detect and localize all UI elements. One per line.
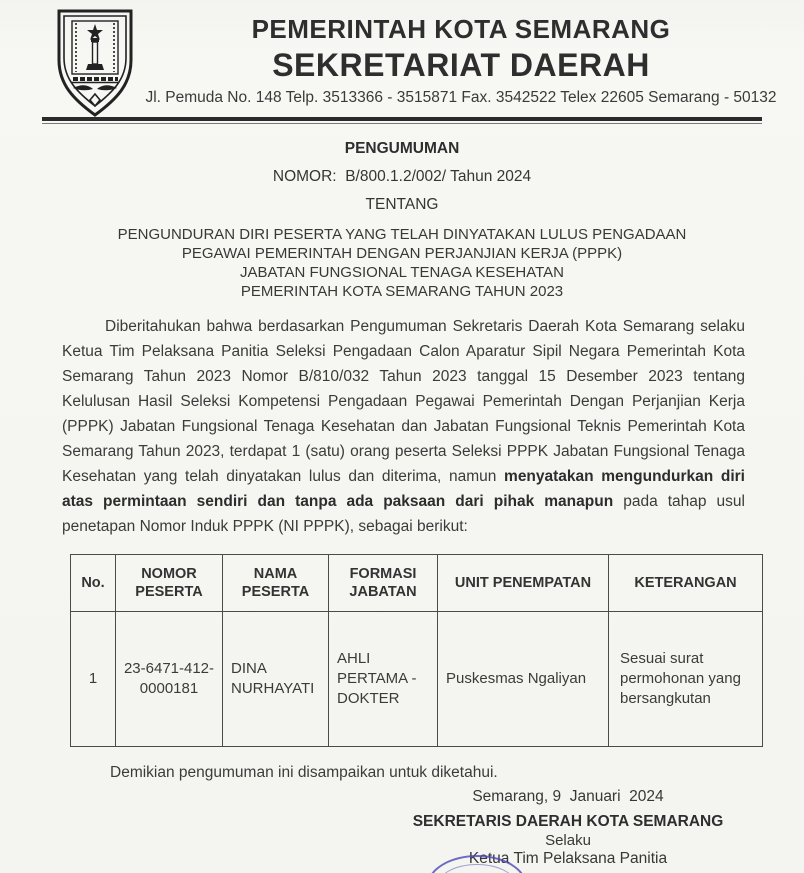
letterhead-text: [138, 14, 784, 107]
table-header-row: [71, 555, 763, 612]
paragraph-part-2: pada tahap usul penetapan Nomor Induk PPPK (NI PPPK), sebagai berikut:: [62, 493, 745, 535]
header-nama-peserta: NAMA PESERTA: [223, 555, 329, 612]
doc-type: PENGUMUMAN: [344, 140, 460, 157]
org-name: PEMERINTAH KOTA SEMARANG: [251, 14, 671, 44]
cell-nomor-peserta: 23-6471-412-0000181: [116, 612, 223, 747]
cell-formasi-jabatan: AHLI PERTAMA - DOKTER: [329, 612, 438, 747]
header-rule-thick: [42, 117, 762, 121]
signer-role: Ketua Tim Pelaksana Panitia: [468, 850, 668, 867]
signature-block: [402, 788, 734, 868]
signer-as: Selaku: [545, 832, 591, 849]
doc-subject-line-1: PENGUNDURAN DIRI PESERTA YANG TELAH DINYATAKAN LULUS PENGADAAN: [117, 226, 687, 243]
header-keterangan: KETERANGAN: [609, 555, 763, 612]
doc-subject-line-2: PEGAWAI PEMERINTAH DENGAN PERJANJIAN KERJA (PPPK): [181, 245, 623, 262]
resignation-table: [70, 554, 763, 747]
header-unit-penempatan: UNIT PENEMPATAN: [438, 555, 609, 612]
doc-number: NOMOR: B/800.1.2/002/ Tahun 2024: [272, 168, 532, 185]
paragraph-part-1: Diberitahukan bahwa berdasarkan Pengumuman Sekretaris Daerah Kota Semarang selaku Ketua Tim Pelaksana Panitia Seleksi Pengadaan Calon Aparatur Sipil Negara Pemerintah Kota Semarang Tahun 2023 Nomor B/810/032 Tahun 2023 tanggal 15 Desember 2023 tentang Kelulusan Hasil Seleksi Kompetensi Pengadaan Pegawai Pemerintah Dengan Perjanjian Kerja (PPPK) Jabatan Fungsional Tenaga Kesehatan dan Jabatan Fungsional Teknis Pemerintah Kota Semarang Tahun 2023, terdapat 1 (satu) orang peserta Seleksi PPPK Jabatan Fungsional Tenaga Kesehatan yang telah dinyatakan lulus dan diterima, namun: [62, 318, 745, 485]
letterhead: [0, 0, 804, 124]
dept-name: SEKRETARIAT DAERAH: [272, 47, 650, 83]
cell-nama-peserta: DINA NURHAYATI: [223, 612, 329, 747]
title-block: [0, 140, 804, 301]
place-date: Semarang, 9 Januari 2024: [472, 788, 664, 805]
paragraph-bold-statement: menyatakan mengundurkan diri atas permintaan sendiri dan tanpa ada paksaan dari pihak manapun: [62, 468, 745, 510]
cell-keterangan: Sesuai surat permohonan yang bersangkutan: [609, 612, 763, 747]
header-formasi-jabatan: FORMASI JABATAN: [329, 555, 438, 612]
semarang-city-emblem-logo: [53, 8, 137, 118]
header-nomor-peserta: NOMOR PESERTA: [116, 555, 223, 612]
header-rule-thin: [42, 123, 762, 124]
cell-unit-penempatan: Puskesmas Ngaliyan: [438, 612, 609, 747]
official-stamp-inner-ring: [437, 864, 517, 873]
body-paragraph: [62, 314, 745, 539]
doc-subject: [0, 225, 804, 301]
doc-subject-line-3: JABATAN FUNGSIONAL TENAGA KESEHATAN: [240, 264, 564, 281]
table-row: [71, 612, 763, 747]
closing-line: Demikian pengumuman ini disampaikan untuk diketahui.: [110, 764, 498, 781]
header-rule: [42, 117, 762, 124]
cell-no: 1: [71, 612, 116, 747]
header-no: No.: [71, 555, 116, 612]
doc-subject-line-4: PEMERINTAH KOTA SEMARANG TAHUN 2023: [240, 283, 564, 300]
signer-title: SEKRETARIS DAERAH KOTA SEMARANG: [412, 813, 724, 830]
address-line: Jl. Pemuda No. 148 Telp. 3513366 - 3515871 Fax. 3542522 Telex 22605 Semarang - 50132: [145, 89, 777, 106]
doc-about: TENTANG: [365, 196, 439, 213]
